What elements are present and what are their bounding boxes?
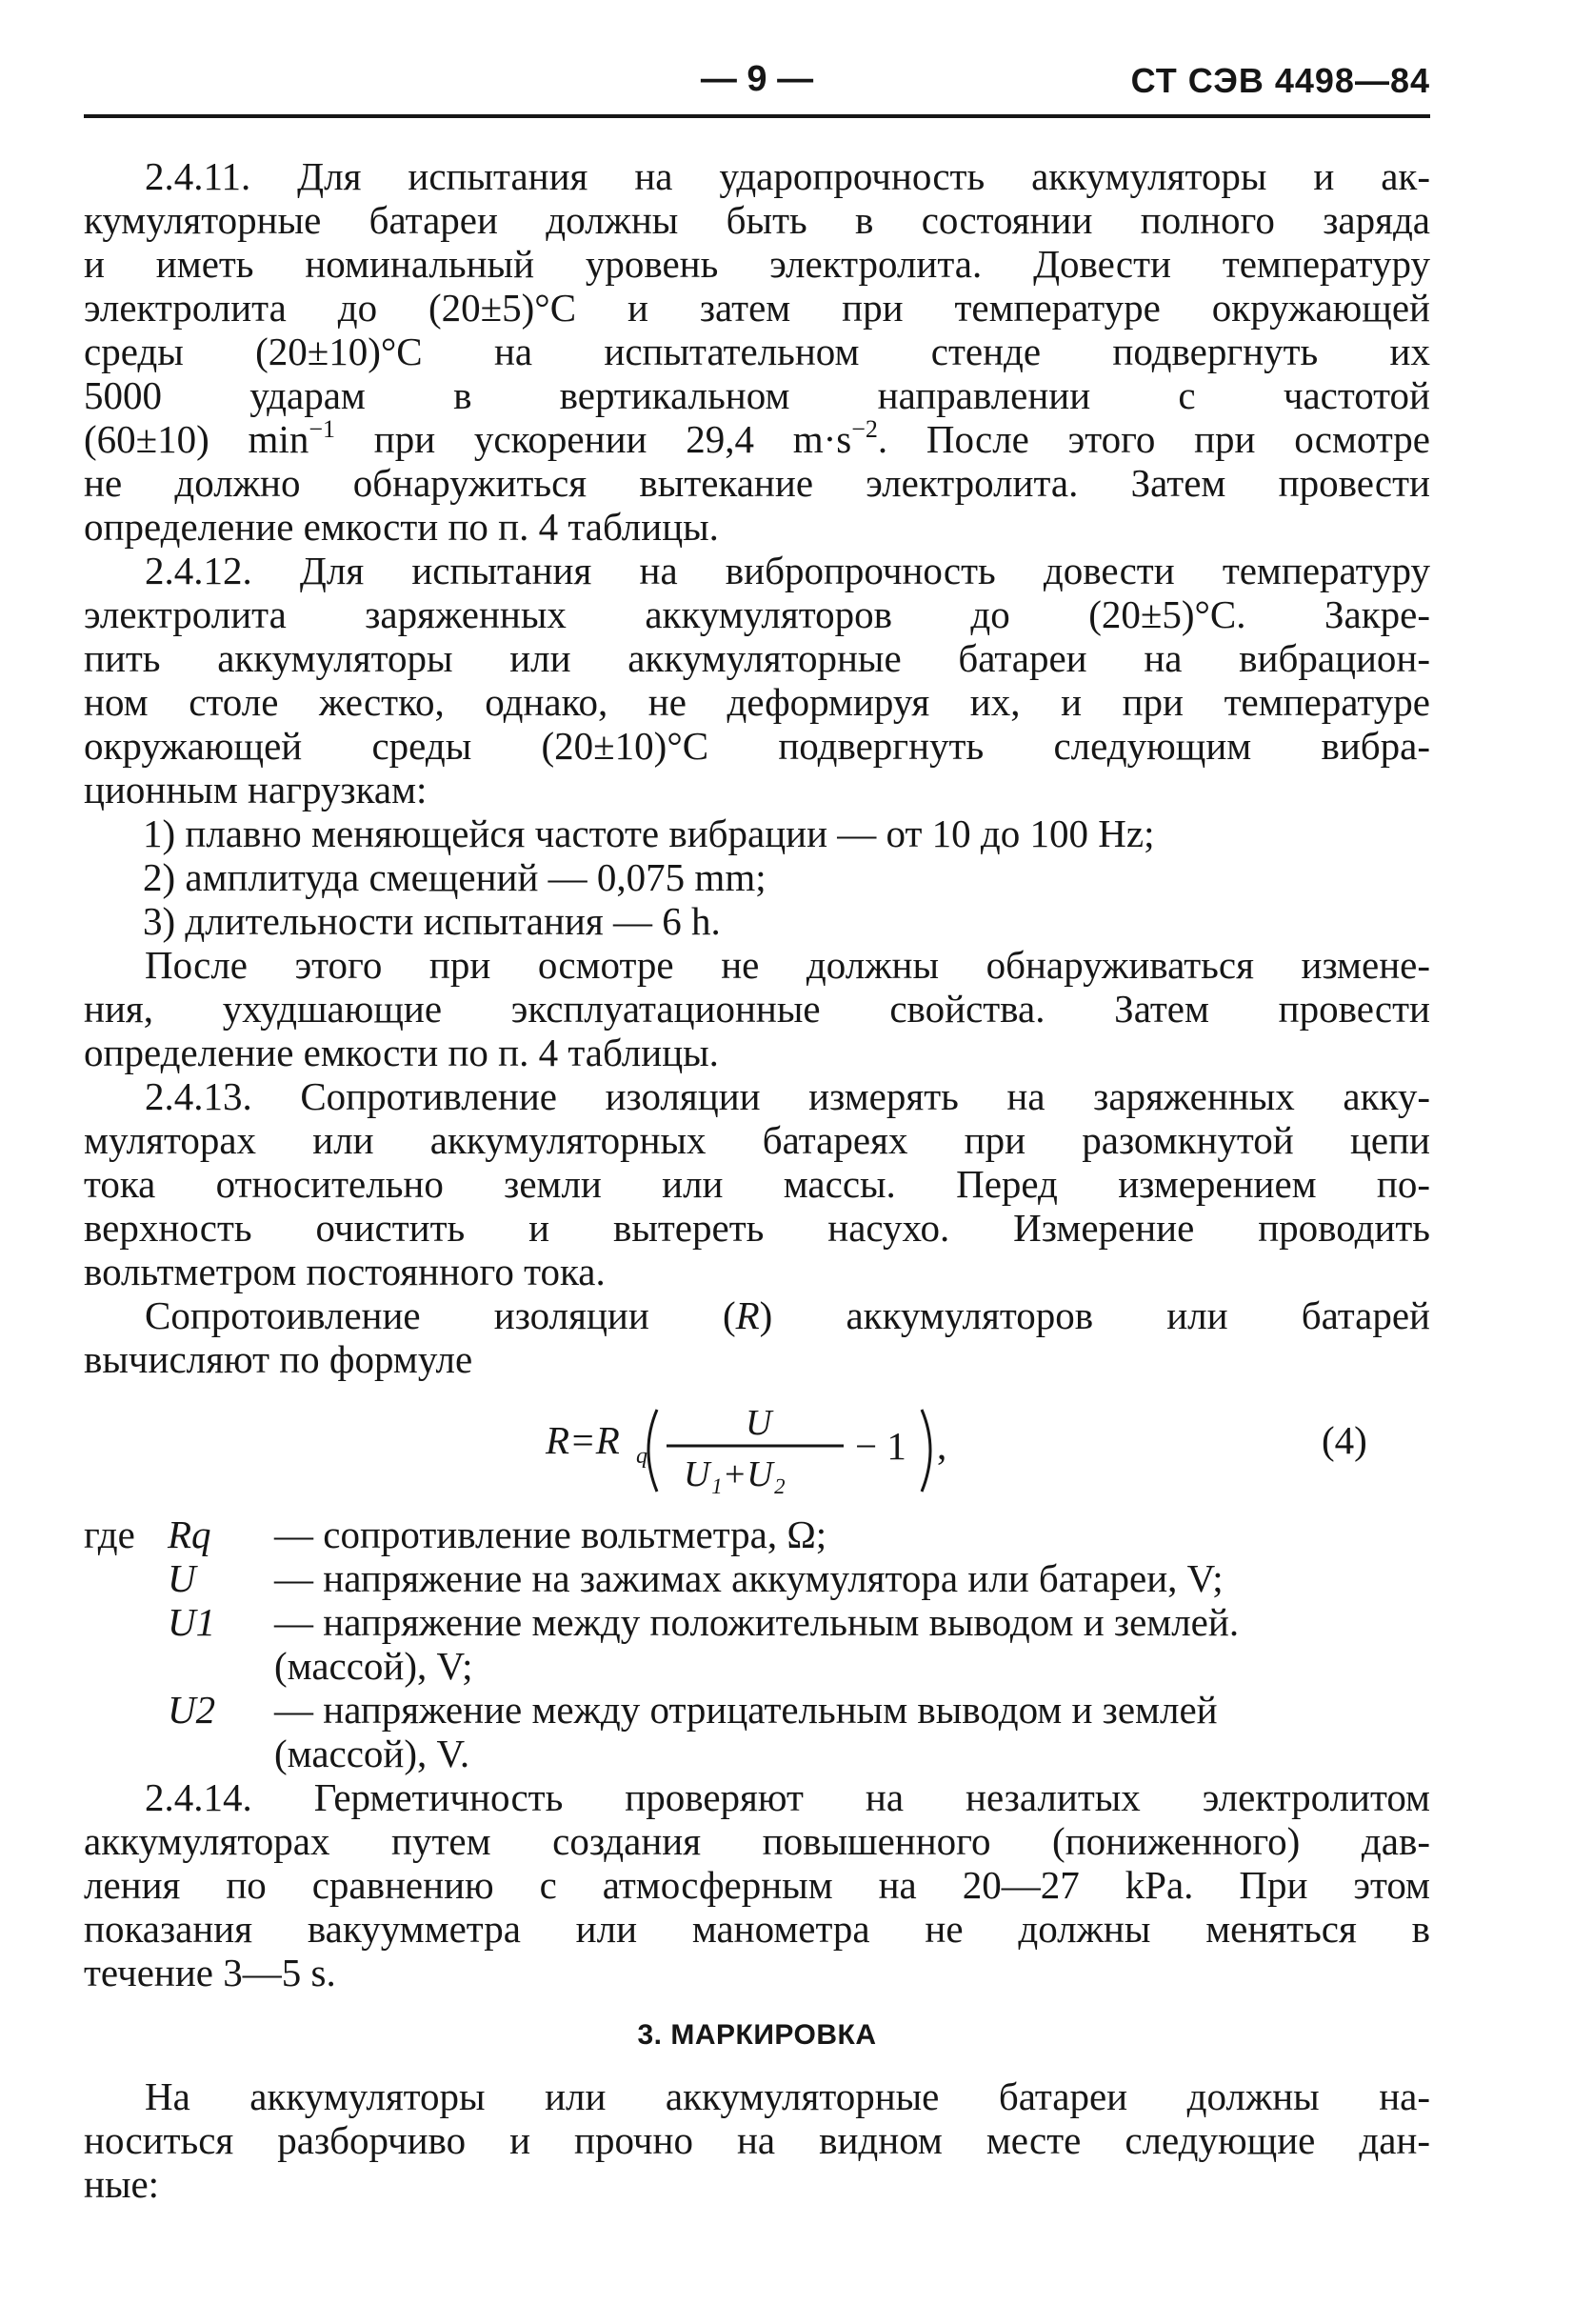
legend-text: — напряжение между отрицательным выводом и землей [274, 1688, 1218, 1732]
formula-subscript-q: q [636, 1444, 647, 1469]
text-line: 2.4.13. Сопротивление изоляции измерять на заряженных акку- [145, 1074, 1430, 1118]
section-3-body [84, 2074, 1430, 2206]
formula-legend [84, 1513, 1430, 1775]
list-item: 2) амплитуда смещений — 0,075 mm; [143, 855, 767, 899]
legend-text: (массой), V; [274, 1644, 473, 1688]
page-number: — 9 — [700, 59, 814, 99]
text-line: вольтметром постоянного тока. [84, 1250, 606, 1293]
text-line: ния, ухудшающие эксплуатационные свойства. Затем провести [84, 987, 1430, 1031]
text-fragment: (60±10) min [84, 417, 309, 461]
text-line: кумуляторные батареи должны быть в состоянии полного заряда [84, 198, 1430, 242]
formula-4 [84, 1387, 1430, 1509]
page-body [84, 154, 1430, 2206]
section-heading: 3. МАРКИРОВКА [637, 2019, 877, 2051]
formula-numerator: U [746, 1403, 772, 1443]
legend-symbol [168, 1644, 274, 1688]
clause-2-4-14 [84, 1775, 1430, 1994]
legend-row [84, 1732, 1430, 1775]
symbol-r: R [735, 1293, 760, 1337]
legend-symbol: U [168, 1556, 196, 1600]
formula-minus-one: − 1 [855, 1424, 906, 1468]
list-item: 3) длительности испытания — 6 h. [143, 899, 721, 943]
text-line: среды (20±10)°C на испытательном стенде подвергнуть их [84, 330, 1430, 373]
text-line: верхность очистить и вытереть насухо. Измерение проводить [84, 1206, 1430, 1250]
legend-symbol: U1 [168, 1600, 216, 1644]
text-line: После этого при осмотре не должны обнаруживаться измене- [145, 943, 1430, 987]
text-line: не должно обнаружиться вытекание электролита. Затем провести [84, 461, 1430, 505]
text-line: электролита до (20±5)°C и затем при температуре окружающей [84, 286, 1430, 330]
legend-text: (массой), V. [274, 1732, 470, 1775]
right-paren [922, 1410, 930, 1492]
text-line: 2.4.11. Для испытания на ударопрочность аккумуляторы и ак- [145, 154, 1430, 198]
text-fragment: Сопротоивление изоляции ( [145, 1293, 736, 1337]
text-line: вычисляют по формуле [84, 1337, 473, 1381]
legend-row [84, 1600, 1430, 1644]
legend-symbol: Rq [168, 1513, 211, 1556]
legend-symbol [168, 1732, 274, 1775]
legend-text: — сопротивление вольтметра, Ω; [274, 1513, 827, 1556]
text-line: 2.4.12. Для испытания на вибропрочность довести температуру [145, 549, 1430, 592]
legend-row [84, 1556, 1430, 1600]
text-fragment: . После этого при осмотре [877, 417, 1430, 461]
superscript: −2 [851, 415, 878, 443]
text-line: ные: [84, 2162, 160, 2206]
text-line: течение 3—5 s. [84, 1951, 336, 1994]
left-paren [648, 1410, 657, 1492]
formula-number: (4) [1322, 1418, 1367, 1462]
formula-lhs: R=R [546, 1418, 620, 1462]
text-line [84, 1293, 1430, 1337]
list-item: 1) плавно меняющейся частоте вибрации — от 10 до 100 Hz; [143, 811, 1155, 855]
legend-row [84, 1688, 1430, 1732]
text-line: На аккумуляторы или аккумуляторные батареи должны на- [145, 2074, 1430, 2118]
legend-row [84, 1644, 1430, 1688]
formula-denominator: U₁+U₂ [684, 1454, 786, 1494]
formula-graphic [84, 1387, 1430, 1509]
formula-comma: , [937, 1424, 947, 1468]
text-line: ном столе жестко, однако, не деформируя их, и при температуре [84, 680, 1430, 724]
text-line: 5000 ударам в вертикальном направлении с частотой [84, 373, 1430, 417]
text-line: определение емкости по п. 4 таблицы. [84, 1031, 719, 1074]
superscript: −1 [309, 415, 336, 443]
text-line: аккумуляторах путем создания повышенного (пониженного) дав- [84, 1819, 1430, 1863]
text-line: электролита заряженных аккумуляторов до (20±5)°C. Закре- [84, 592, 1430, 636]
text-line [84, 417, 1430, 461]
text-line: пить аккумуляторы или аккумуляторные батареи на вибрацион- [84, 636, 1430, 680]
clause-2-4-11 [84, 154, 1430, 549]
text-line: определение емкости по п. 4 таблицы. [84, 505, 719, 549]
legend-symbol: U2 [168, 1688, 216, 1732]
text-line: ления по сравнению с атмосферным на 20—27 kPa. При этом [84, 1863, 1430, 1907]
page-header [84, 57, 1430, 118]
legend-text: — напряжение между положительным выводом и землей. [274, 1600, 1240, 1644]
clause-2-4-12 [84, 549, 1430, 1074]
clause-2-4-13 [84, 1074, 1430, 1381]
text-line: показания вакуумметра или манометра не должны меняться в [84, 1907, 1430, 1951]
text-line: носиться разборчиво и прочно на видном месте следующие дан- [84, 2118, 1430, 2162]
text-line: ционным нагрузкам: [84, 768, 428, 811]
text-line: 2.4.14. Герметичность проверяют на незалитых электролитом [145, 1775, 1430, 1819]
legend-where: где [84, 1513, 135, 1556]
legend-text: — напряжение на зажимах аккумулятора или батареи, V; [274, 1556, 1224, 1600]
text-line: муляторах или аккумуляторных батареях при разомкнутой цепи [84, 1118, 1430, 1162]
document-number: СТ СЭВ 4498—84 [1130, 61, 1430, 100]
legend-row [84, 1513, 1430, 1556]
text-fragment: при ускорении 29,4 m·s [335, 417, 852, 461]
text-line: и иметь номинальный уровень электролита. Довести температуру [84, 242, 1430, 286]
text-line: окружающей среды (20±10)°C подвергнуть следующим вибра- [84, 724, 1430, 768]
text-line: тока относительно земли или массы. Перед измерением по- [84, 1162, 1430, 1206]
text-fragment: ) аккумуляторов или батарей [759, 1293, 1430, 1337]
